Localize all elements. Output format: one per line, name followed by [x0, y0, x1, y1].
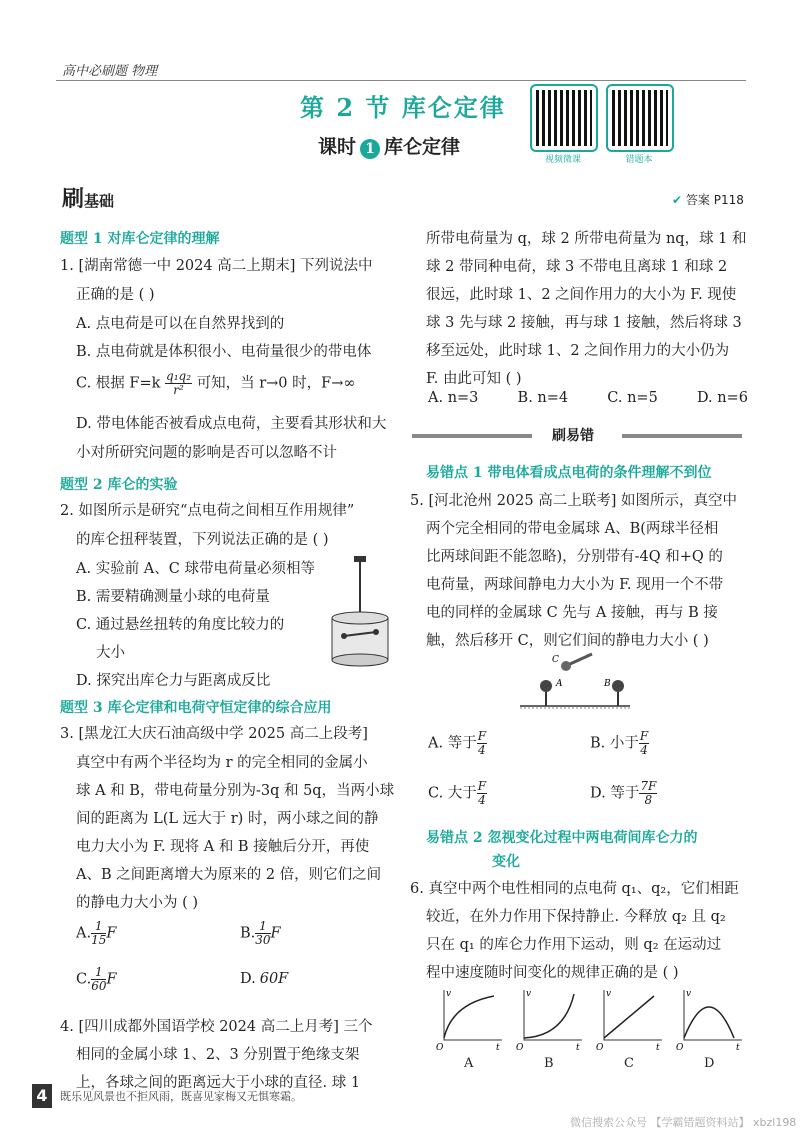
qr-video[interactable]	[530, 84, 598, 165]
qr-mistakes-label: 错题本	[625, 155, 653, 165]
text-line: D. 探究出库仑力与距离成反比	[76, 673, 271, 689]
text-line: 间的距离为 L(L 远大于 r) 时，两小球之间的静	[76, 811, 379, 827]
graph-axis-label: t	[656, 1043, 660, 1052]
graph-axis-label: t	[496, 1043, 500, 1052]
graph-axis-label: O	[596, 1043, 604, 1052]
text-line: 较近，在外力作用下保持静止. 今释放 q₂ 且 q₂	[426, 909, 726, 925]
q3-option	[240, 920, 281, 948]
text-line: 电的同样的金属球 C 先与 A 接触，再与 B 接	[426, 605, 718, 621]
option-suffix: F	[106, 925, 117, 942]
topic-heading: 易错点 1 带电体看成点电荷的条件理解不到位	[426, 465, 712, 481]
text-line: 大小	[96, 645, 125, 661]
option-suffix: F	[270, 925, 281, 942]
fraction	[477, 780, 487, 807]
text-line: A、B 之间距离增大为原来的 2 倍，则它们之间	[76, 867, 382, 883]
velocity-time-graph	[514, 986, 586, 1052]
text-line: A. 实验前 A、C 球带电荷量必须相等	[76, 561, 315, 577]
lesson-number: 1	[360, 139, 380, 159]
option-text: 60F	[259, 971, 289, 987]
q4-option: B. n=4	[517, 390, 569, 406]
text-line: 相同的金属小球 1、2、3 分别置于绝缘支架	[76, 1047, 360, 1063]
graph-option-label: D	[704, 1056, 715, 1071]
text-line: 的静电力大小为 ( )	[76, 895, 199, 911]
text-line: 触，然后移开 C，则它们间的静电力大小 ( )	[426, 633, 709, 649]
q5-option	[428, 730, 487, 758]
text-line: 真空中有两个半径均为 r 的完全相同的金属小	[76, 755, 368, 771]
fraction	[639, 780, 657, 807]
q5-option	[428, 780, 487, 808]
q4-option: C. n=5	[607, 390, 658, 406]
shuayi-label: 刷易错	[552, 428, 594, 444]
topic-heading: 题型 1 对库仑定律的理解	[60, 231, 220, 247]
graph-axis-label: O	[516, 1043, 524, 1052]
text-line: 比两球间距不能忽略)，分别带有-4Q 和+Q 的	[426, 549, 723, 565]
fraction	[639, 730, 649, 757]
graph-axis-label: O	[436, 1043, 444, 1052]
qr-mistakes[interactable]	[606, 84, 674, 165]
option-label: D.	[240, 971, 256, 987]
numerator: F	[639, 729, 649, 743]
page-number: 4	[32, 1084, 52, 1108]
lesson-name: 库仑定律	[384, 136, 461, 158]
denominator: 4	[640, 743, 648, 757]
graph-axes	[444, 990, 502, 1040]
topic-heading: 易错点 2 忽视变化过程中两电荷间库仑力的	[426, 830, 698, 846]
section-divider-shuayi	[412, 428, 742, 442]
text-line: 球 A 和 B，带电荷量分别为-3q 和 5q，当两小球	[76, 783, 395, 799]
text-line: 只在 q₁ 的库仑力作用下运动，则 q₂ 在运动过	[426, 937, 722, 953]
q3-option	[76, 920, 116, 948]
brand-small: 基础	[84, 192, 115, 210]
text-line: 球 3 先与球 2 接触，再与球 1 接触，然后将球 3	[426, 315, 742, 331]
fraction	[91, 966, 106, 993]
q5-option	[590, 730, 649, 758]
section-title: 第 2 节 库仑定律	[300, 93, 506, 122]
text-line: 正确的是 ( )	[76, 287, 155, 303]
velocity-time-graph	[674, 986, 746, 1052]
qr-code-icon	[606, 84, 674, 152]
text-line: D. 带电体能否被看成点电荷，主要看其形状和大	[76, 416, 387, 432]
text-line: F. 由此可知 ( )	[426, 371, 522, 387]
text-line: B. 点电荷就是体积很小、电荷量很少的带电体	[76, 344, 372, 360]
answer-ref-text: 答案 P118	[685, 193, 744, 207]
brand-big: 刷	[62, 186, 85, 212]
option-suffix: F	[106, 971, 117, 988]
graph-axis-label: t	[736, 1043, 740, 1052]
graph-axis-label: t	[576, 1043, 580, 1052]
label-c: C	[552, 655, 559, 665]
text-line: 球 2 带同种电荷，球 3 不带电且离球 1 和球 2	[426, 259, 728, 275]
text-line: C. 通过悬丝扭转的角度比较力的	[76, 617, 285, 633]
lesson-title	[318, 132, 460, 159]
text-line: 5. [河北沧州 2025 高二上联考] 如图所示，真空中	[410, 493, 737, 509]
torsion-balance-figure	[322, 550, 402, 670]
denominator: 30	[255, 933, 271, 947]
text-line: 电力大小为 F. 现将 A 和 B 接触后分开，再使	[76, 839, 370, 855]
graph-axis-label: v	[606, 989, 612, 999]
numerator: 1	[255, 920, 270, 934]
text-line: 4. [四川成都外国语学校 2024 高二上月考] 三个	[60, 1019, 373, 1035]
q4-option: D. n=6	[696, 390, 748, 406]
fraction	[91, 920, 106, 947]
label-a: A	[556, 679, 563, 689]
fraction	[255, 920, 270, 947]
lesson-prefix: 课时	[318, 136, 357, 158]
numerator: F	[477, 779, 487, 793]
numerator: F	[477, 729, 487, 743]
topic-heading: 题型 3 库仑定律和电荷守恒定律的综合应用	[60, 700, 332, 716]
denominator: 60	[91, 979, 107, 993]
graph-axes	[684, 990, 742, 1040]
text-line: 两个完全相同的带电金属球 A、B(两球半径相	[426, 521, 719, 537]
header-divider	[56, 80, 746, 81]
text-line: 程中速度随时间变化的规律正确的是 ( )	[426, 965, 679, 981]
q5-option	[590, 780, 657, 808]
graph-option-label: C	[624, 1056, 634, 1071]
brand-heading	[62, 182, 114, 213]
denominator: 4	[478, 793, 486, 807]
footer-quote: 既乐见风景也不拒风雨，既喜见家梅又无惧寒霜。	[60, 1090, 302, 1103]
denominator: 4	[478, 743, 486, 757]
velocity-time-graph	[594, 986, 666, 1052]
fraction	[477, 730, 487, 757]
text-line: 上，各球之间的距离远大于小球的直径. 球 1	[76, 1075, 361, 1091]
option-label: C.	[76, 971, 92, 988]
answer-reference	[672, 191, 744, 208]
graph-axis-label: v	[446, 989, 452, 999]
velocity-time-graph	[434, 986, 506, 1052]
text-line: 6. 真空中两个电性相同的点电荷 q₁、q₂，它们相距	[410, 881, 739, 897]
graph-option-label: A	[464, 1056, 474, 1071]
option-label: B. 小于	[590, 735, 639, 752]
numerator: 1	[91, 920, 106, 934]
text-line: B. 需要精确测量小球的电荷量	[76, 589, 270, 605]
watermark: 微信搜索公众号 【学霸错题资料站】 xbzl198	[570, 1116, 797, 1129]
qr-code-icon	[530, 84, 598, 152]
q5-spheres-figure	[510, 652, 640, 714]
numerator: 7F	[640, 779, 657, 793]
numerator: 1	[91, 966, 106, 980]
option-label: D. 等于	[590, 785, 640, 802]
option-label: B.	[240, 925, 256, 942]
text-line: 3. [黑龙江大庆石油高级中学 2025 高二上段考]	[60, 726, 368, 742]
qr-video-label: 视频微课	[544, 155, 581, 165]
text-line: 电荷量，两球间静电力大小为 F. 现用一个不带	[426, 577, 724, 593]
topic-heading: 变化	[492, 854, 520, 870]
check-icon: ✔	[672, 193, 683, 207]
graph-curve	[444, 996, 494, 1038]
option-label: A. 等于	[428, 735, 477, 752]
graph-curve	[684, 1007, 734, 1038]
option-label: C. 大于	[428, 785, 477, 802]
denominator: 8	[644, 793, 653, 807]
text-line: A. 点电荷是可以在自然界找到的	[76, 316, 285, 332]
book-title: 高中必刷题 物理	[62, 64, 158, 79]
text-line: 移至远处，此时球 1、2 之间作用力的大小仍为	[426, 343, 730, 359]
graph-axis-label: v	[526, 989, 532, 999]
text-line: 很远，此时球 1、2 之间作用力的大小为 F. 现使	[426, 287, 737, 303]
q4-options	[428, 385, 748, 412]
text-line: 小对所研究问题的影响是否可以忽略不计	[76, 445, 337, 461]
q1-option-c: C. 根据 F=k $\frac{\text{q₁q₂}}{\text{r²}}$ 可知，当 r→0 时，F→∞	[76, 369, 356, 397]
denominator: 15	[91, 933, 107, 947]
text-line: 2. 如图所示是研究“点电荷之间相互作用规律”	[60, 503, 355, 519]
option-label: A.	[76, 925, 92, 942]
graph-axis-label: v	[686, 989, 692, 999]
text-line: 所带电荷量为 q，球 2 所带电荷量为 nq，球 1 和	[426, 231, 747, 247]
topic-heading: 题型 2 库仑的实验	[60, 477, 178, 493]
graph-curve	[524, 994, 574, 1038]
q3-option	[76, 966, 117, 994]
text-line: 的库仑扭秤装置，下列说法正确的是 ( )	[76, 532, 329, 548]
q4-option: A. n=3	[428, 390, 479, 406]
graph-curve	[604, 996, 654, 1038]
q3-option	[240, 966, 288, 993]
graph-option-label: B	[544, 1056, 554, 1071]
graph-axis-label: O	[676, 1043, 684, 1052]
text-line: 1. [湖南常德一中 2024 高二上期末] 下列说法中	[60, 258, 373, 274]
label-b: B	[604, 679, 611, 689]
fraction: $\frac{\text{q₁q₂}}{\text{r²}}$	[166, 369, 191, 397]
